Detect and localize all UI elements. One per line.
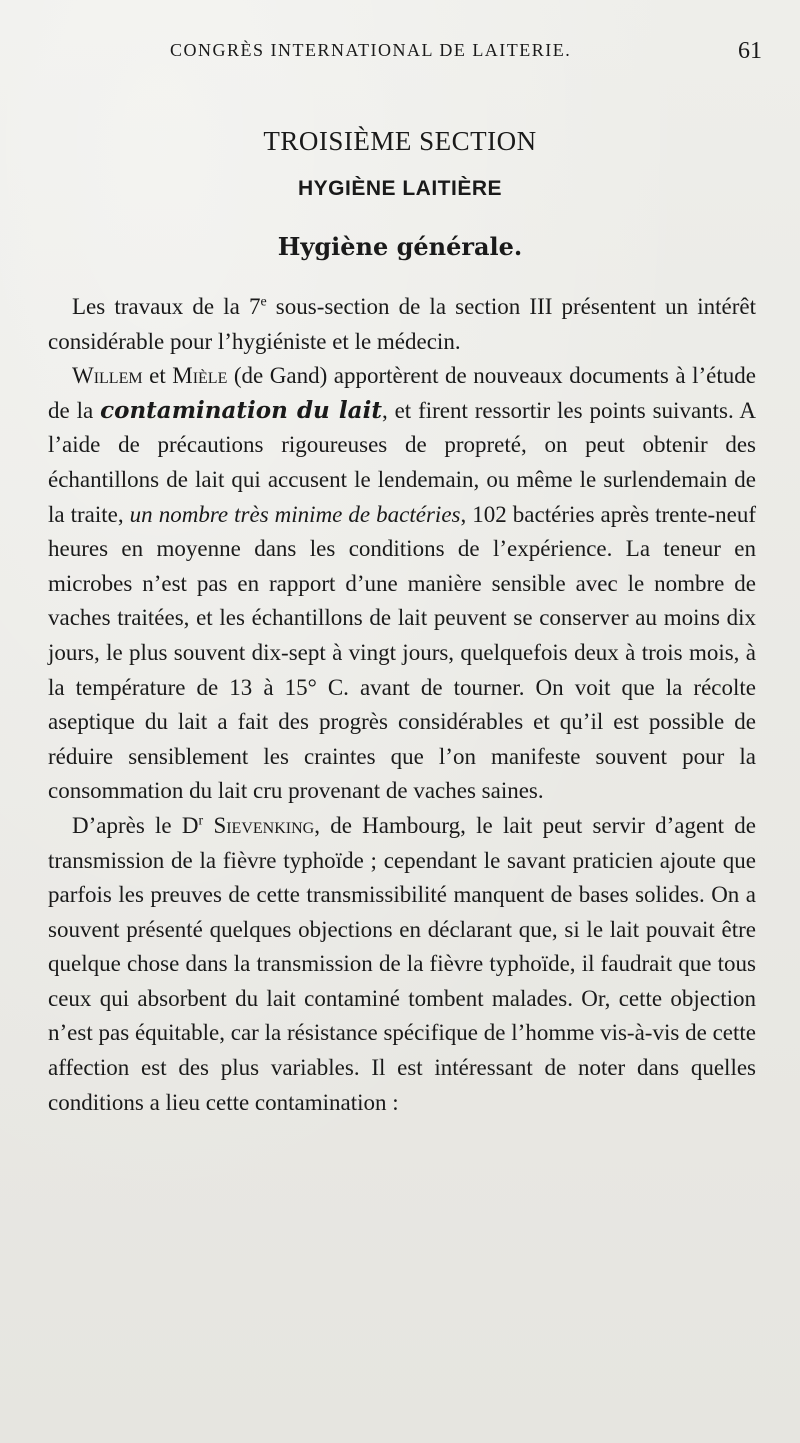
body-text: [48, 290, 756, 1120]
p3-text-2: , de Hambourg, le lait peut servir d’agent de transmission de la fièvre typhoïde ; cependant le savant praticien ajoute que parfois les preuves de cette transmissibilité manquent de bases solides. On a souvent présenté quelques objections en déclarant que, si le lait pouvait être quelque chose dans la transmission de la fièvre typhoïde, il faudrait que tous ceux qui absorbent du lait contaminé tombent malades. Or, cette objection n’est pas équitable, car la résistance spécifique de l’homme vis-à-vis de cette affection est des plus variables. Il est intéressant de noter dans quelles conditions a lieu cette contamination :: [48, 812, 756, 1115]
p2-emphasis-italic: un nombre très minime de bactéries: [129, 501, 461, 527]
p2-text-3: , et firent ressortir les points suivants. A l’aide de précautions rigoureuses de propreté, on peut obtenir des échantillons de lait qui accusent le lendemain, ou même le surlendemain de la traite,: [48, 397, 756, 527]
running-head: [170, 38, 762, 68]
author-name-miele: Mièle: [172, 363, 228, 389]
p1-text-1: Les travaux de la 7: [72, 294, 261, 319]
author-name-sievenking: Sievenking: [213, 812, 315, 838]
p2-text-2: (de Gand) apportèrent de nouveaux documents à l’étude de la: [48, 363, 756, 423]
page-number: 61: [738, 38, 762, 64]
p2-emphasis-bold-italic: contamination du lait: [100, 396, 382, 424]
p3-superscript: r: [198, 813, 204, 829]
running-title: CONGRÈS INTERNATIONAL DE LAITERIE.: [170, 40, 572, 60]
paragraph-3: [48, 809, 756, 1120]
subsection-title: HYGIÈNE LAITIÈRE: [297, 177, 503, 200]
paragraph-2: [48, 359, 756, 809]
author-name-willem: Willem: [72, 363, 143, 389]
p3-text-1: D’après le D: [72, 812, 199, 838]
p2-text-4: , 102 bactéries après trente-neuf heures en moyenne dans les conditions de l’expérience. La teneur en microbes n’est pas en rapport d’une manière sensible avec le nombre de vaches traitées, et les échantillons de lait peuvent se conserver au moins dix jours, le plus souvent dix-sept à vingt jours, quelquefois deux à trois mois, à la température de 13 à 15° C. avant de tourner. On voit que la récolte aseptique du lait a fait des progrès considérables et qu’il est possible de réduire sensiblement les craintes que l’on manifeste souvent pour la consommation du lait cru provenant de vaches saines.: [48, 501, 756, 804]
p2-text-1: et: [142, 363, 173, 389]
heading-hygiene-generale: Hygiène générale.: [277, 232, 523, 261]
p1-superscript: e: [260, 294, 267, 310]
paragraph-1: [48, 290, 756, 359]
p1-text-2: sous-section de la section III présentent un intérêt considérable pour l’hygiéniste et le médecin.: [48, 294, 757, 354]
section-title: TROISIÈME SECTION: [263, 126, 537, 156]
